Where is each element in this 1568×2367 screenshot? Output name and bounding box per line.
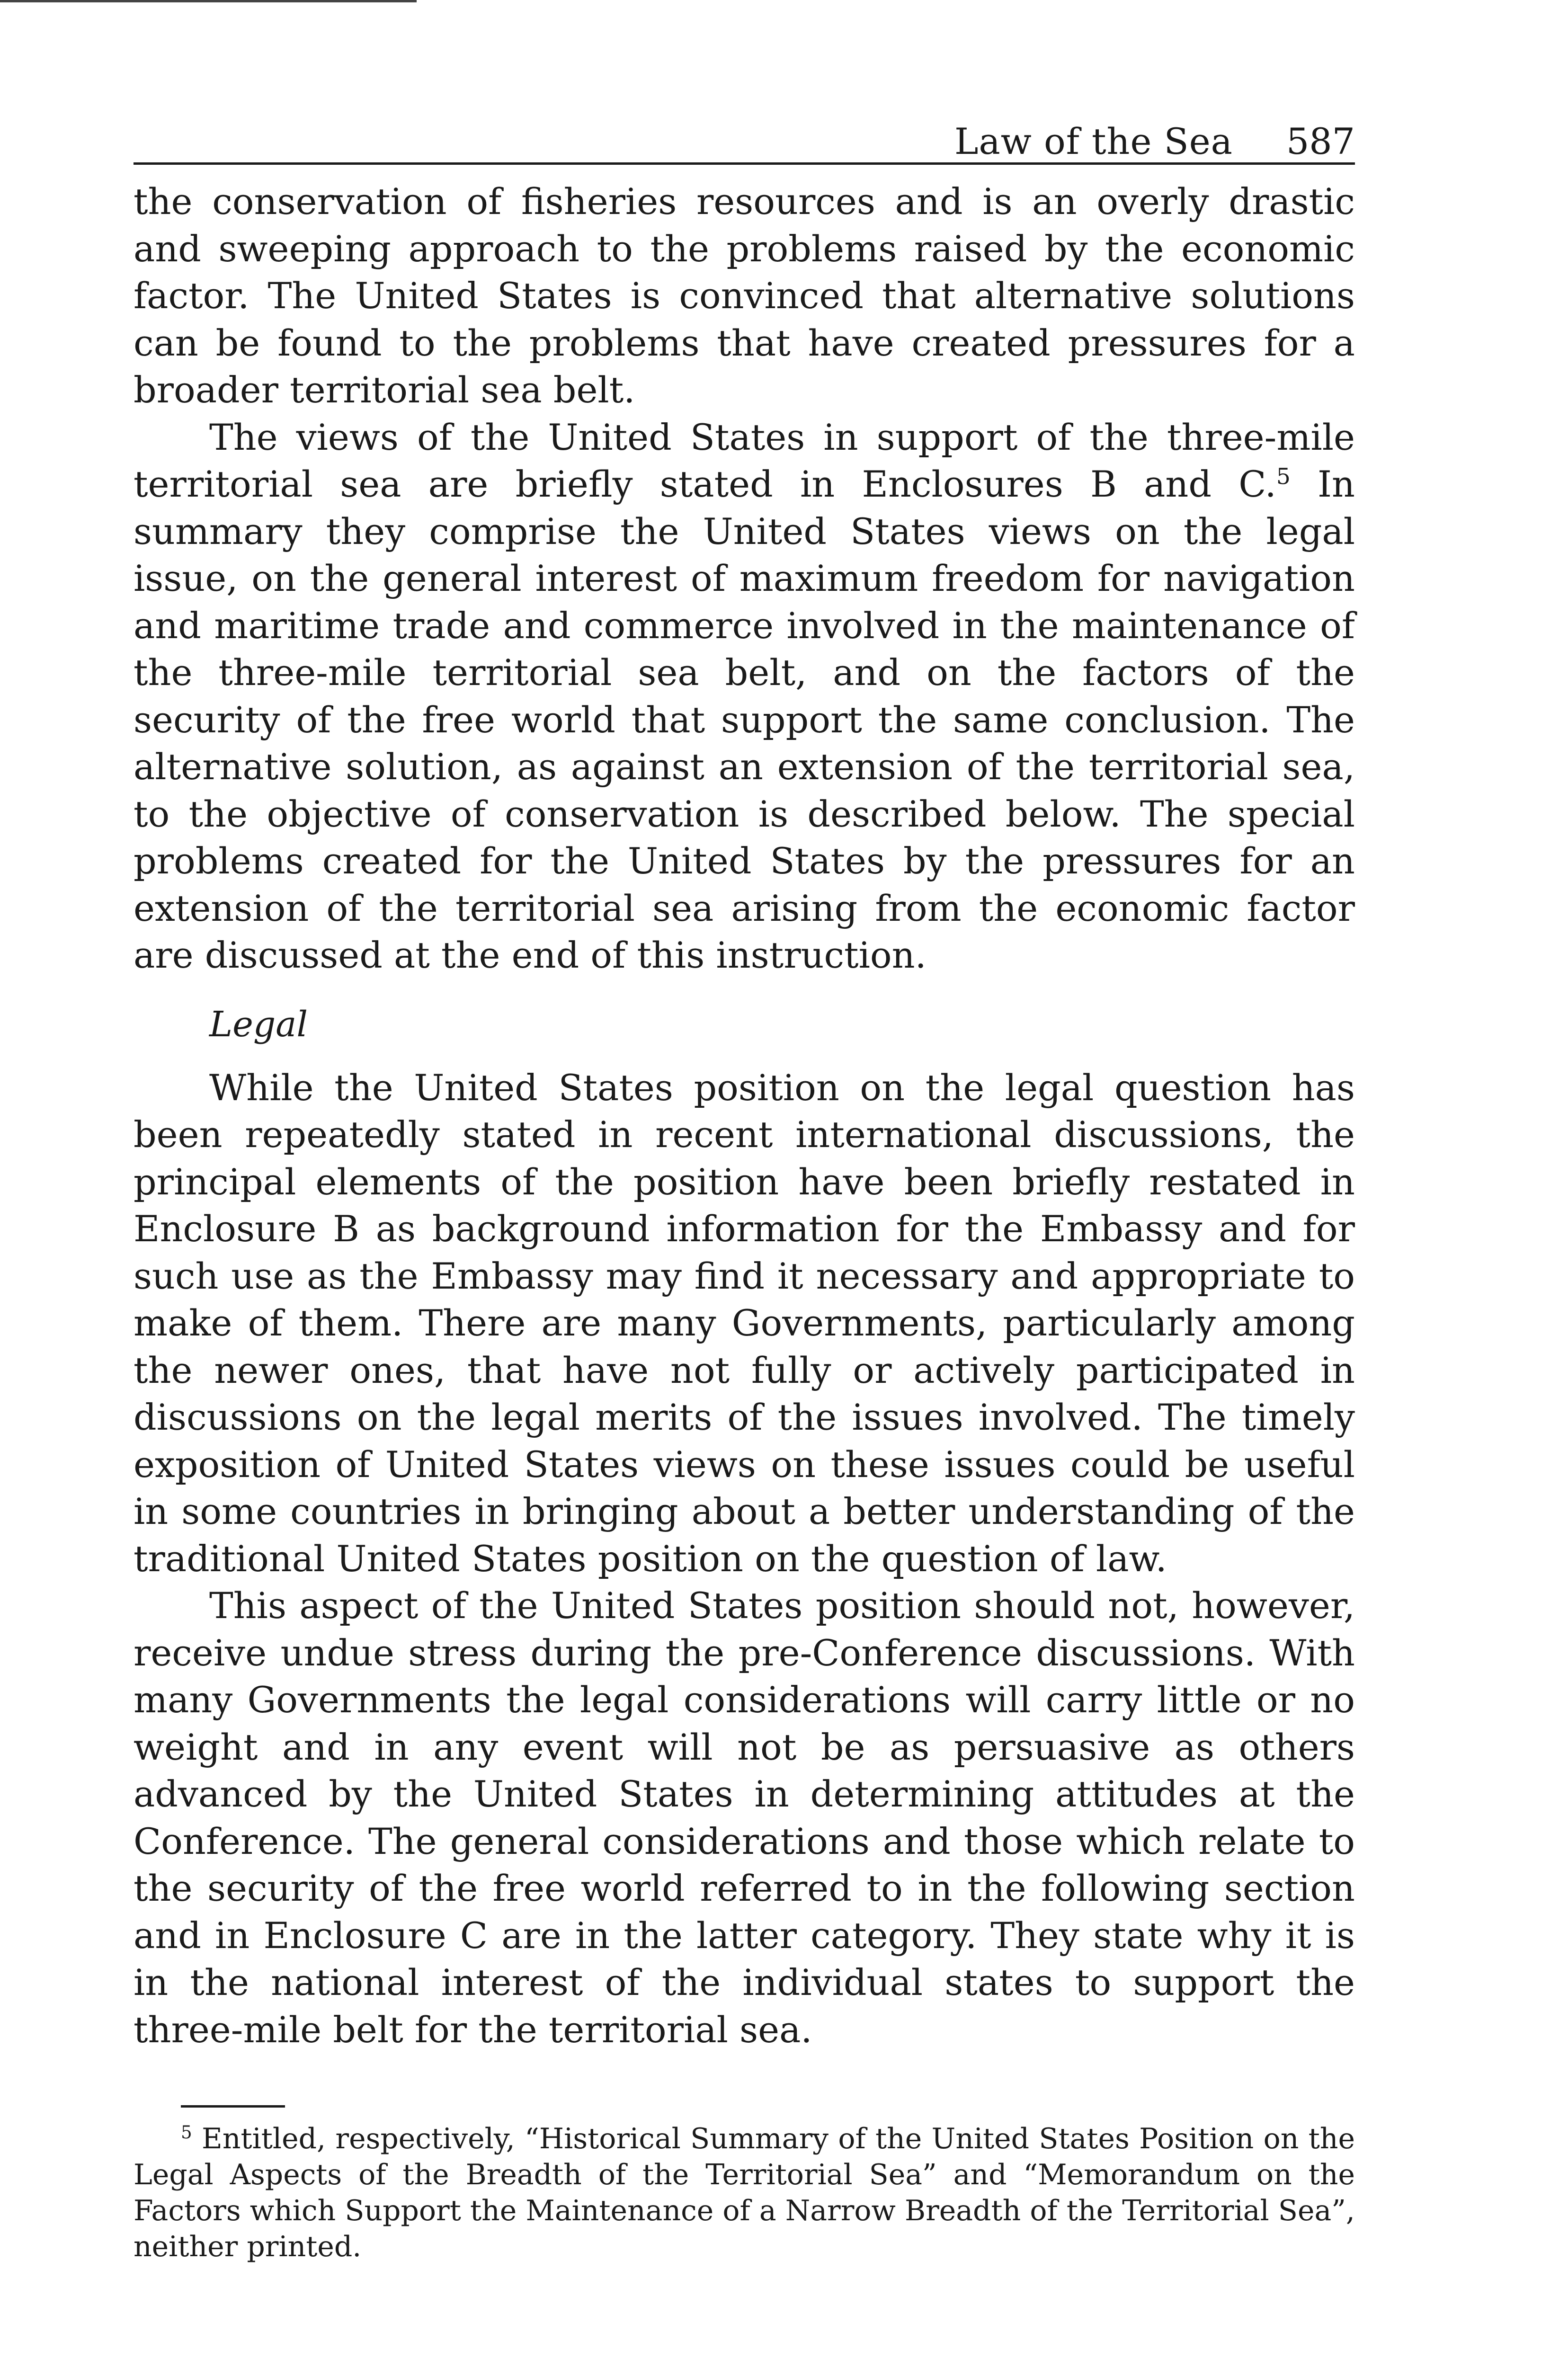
footnote-reference: 5 — [1276, 463, 1291, 490]
running-head-title: Law of the Sea — [954, 120, 1233, 162]
paragraph-aspect: This aspect of the United States position should not, however, receive undue stress during the pre-Conference discussions. With many Governments the legal considerations will carry little or no weight and in any event will not be as persuasive as others advanced by the United States in determining attitudes at the Conference. The general considerations and those which relate to the security of the free world referred to in the following section and in Enclosure C are in the latter category. They state why it is in the national interest of the individual states to support the three-mile belt for the territorial sea. — [134, 1584, 1355, 2051]
footnote-text: Entitled, respectively, “Historical Summary of the United States Position on the Legal Aspects of the Breadth of the Territorial Sea” and “Memorandum on the Factors which Support the Maintenance of a Narrow Breadth of the Territorial Sea”, neither printed. — [134, 2122, 1355, 2263]
paragraph-continuation: the conservation of fisheries resources and is an overly drastic and sweeping approach to the problems raised by the economic factor. The United States is convinced that alternative solutions can be found to the problems that have created pressures for a broader territorial sea belt. — [134, 180, 1355, 411]
section-heading-legal: Legal — [209, 1004, 308, 1045]
paragraph-legal: While the United States position on the legal question has been repeatedly stated in recent international discussions, the principal elements of the position have been briefly restated in Enclosure B as background information for the Embassy and for such use as the Embassy may find it necessary and appropriate to make of them. There are many Governments, particularly among the newer ones, that have not fully or actively participated in discussions on the legal merits of the issues involved. The timely exposition of United States views on these issues could be useful in some countries in bringing about a better understanding of the traditional United States position on the question of law. — [134, 1066, 1355, 1580]
paragraph-views — [134, 414, 1355, 979]
footnote-marker: 5 — [181, 2122, 192, 2143]
book-page — [134, 114, 1355, 2265]
footnote — [134, 2121, 1355, 2265]
page-number: 587 — [1286, 120, 1355, 162]
running-head — [134, 114, 1355, 165]
footnote-rule — [181, 2105, 285, 2108]
paragraph-views-part2: In summary they comprise the United States views on the legal issue, on the general interest of maximum freedom for navigation and maritime trade and commerce involved in the maintenance of the three-mile territorial sea belt, and on the factors of the security of the free world that support the same conclusion. The alternative solution, as against an extension of the territorial sea, to the objective of conservation is described below. The special problems created for the United States by the pressures for an extension of the territorial sea arising from the economic factor are discussed at the end of this instruction. — [134, 463, 1355, 976]
body-text — [134, 178, 1355, 2053]
paragraph-views-part1: The views of the United States in support of the three-mile territorial sea are briefly stated in Enclosures B and C. — [134, 416, 1355, 505]
scan-edge-line — [0, 0, 417, 2]
